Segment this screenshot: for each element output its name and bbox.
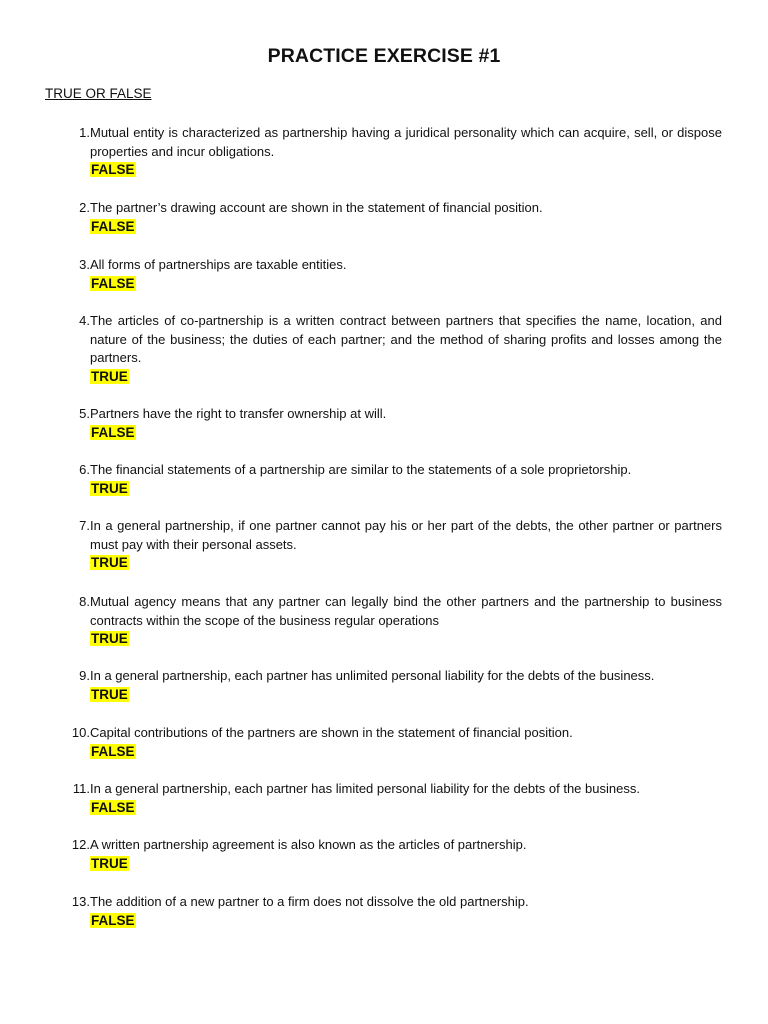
question-text: Mutual entity is characterized as partnership having a juridical personality which can acquire, sell, or dispose properties and incur obligations.: [90, 125, 722, 159]
item-number: 12.: [71, 837, 90, 852]
question-text: The addition of a new partner to a firm does not dissolve the old partnership.: [90, 894, 529, 909]
item-number: 13.: [71, 894, 90, 909]
item-number: 7.: [79, 518, 90, 533]
answer-label: FALSE: [91, 743, 135, 759]
item-number: 4.: [79, 313, 90, 328]
question-text: The financial statements of a partnership are similar to the statements of a sole proprietorship.: [90, 462, 632, 477]
answer-label: FALSE: [91, 912, 135, 928]
question-text: In a general partnership, if one partner cannot pay his or her part of the debts, the other partner or partners must pay with their personal assets.: [90, 518, 722, 552]
item-number: 8.: [79, 594, 90, 609]
answer-label: TRUE: [91, 555, 128, 571]
section-heading: TRUE OR FALSE: [45, 86, 152, 101]
question-text: In a general partnership, each partner has unlimited personal liability for the debts of the business.: [90, 668, 655, 683]
question-text: The articles of co-partnership is a written contract between partners that specifies the name, location, and nature of the business; the duties of each partner; and the method of sharing profits and losses among the partners.: [90, 313, 722, 366]
item-number: 11.: [72, 781, 90, 796]
answer-label: FALSE: [91, 218, 135, 234]
item-number: 10.: [71, 725, 90, 740]
answer-label: TRUE: [91, 631, 128, 647]
item-number: 3.: [79, 257, 90, 272]
question-text: All forms of partnerships are taxable entities.: [90, 257, 347, 272]
answer-label: FALSE: [91, 162, 135, 178]
page-title: PRACTICE EXERCISE #1: [267, 45, 501, 67]
item-number: 1.: [79, 125, 90, 140]
item-number: 5.: [79, 406, 90, 421]
question-text: The partner’s drawing account are shown in the statement of financial position.: [90, 200, 543, 215]
answer-label: FALSE: [91, 799, 135, 815]
question-text: Partners have the right to transfer ownership at will.: [90, 406, 387, 421]
answer-label: TRUE: [91, 369, 128, 385]
answer-label: TRUE: [91, 480, 128, 496]
item-number: 2.: [79, 200, 90, 215]
answer-label: TRUE: [91, 686, 128, 702]
answer-label: TRUE: [91, 855, 128, 871]
answer-label: FALSE: [91, 424, 135, 440]
item-number: 6.: [79, 462, 90, 477]
answer-label: FALSE: [91, 275, 135, 291]
question-text: A written partnership agreement is also known as the articles of partnership.: [90, 837, 527, 852]
question-text: Mutual agency means that any partner can legally bind the other partners and the partnership to business contracts within the scope of the business regular operations: [90, 594, 722, 628]
question-text: Capital contributions of the partners are shown in the statement of financial position.: [90, 725, 573, 740]
question-text: In a general partnership, each partner has limited personal liability for the debts of the business.: [90, 781, 640, 796]
item-number: 9.: [79, 668, 90, 683]
